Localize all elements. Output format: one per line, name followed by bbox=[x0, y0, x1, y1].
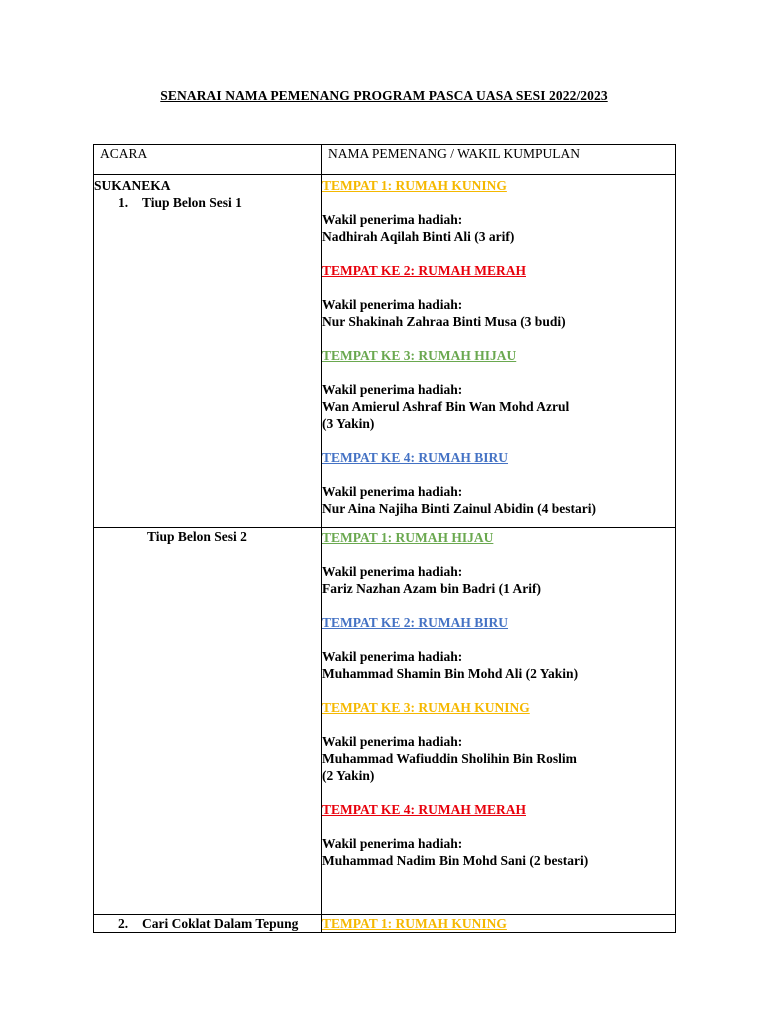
event-number: 1. bbox=[118, 195, 129, 210]
header-acara: ACARA bbox=[100, 146, 148, 161]
rep-name: Nadhirah Aqilah Binti Ali (3 arif) bbox=[322, 229, 515, 244]
winners-table bbox=[93, 144, 676, 933]
header-cell-acara bbox=[94, 145, 322, 175]
table-row bbox=[94, 915, 676, 933]
header-pemenang: NAMA PEMENANG / WAKIL KUMPULAN bbox=[328, 146, 581, 161]
event-line bbox=[94, 915, 321, 932]
rep-name: Muhammad Wafiuddin Sholihin Bin Roslim bbox=[322, 751, 577, 766]
rep-name: Fariz Nazhan Azam bin Badri (1 Arif) bbox=[322, 581, 541, 596]
rep-name-continued: (3 Yakin) bbox=[322, 416, 375, 431]
results-cell bbox=[322, 528, 676, 915]
header-cell-pemenang bbox=[322, 145, 676, 175]
place-label: TEMPAT KE 2: RUMAH BIRU bbox=[322, 615, 509, 630]
event-number: 2. bbox=[118, 916, 129, 931]
place-label: TEMPAT KE 4: RUMAH MERAH bbox=[322, 802, 526, 817]
event-cell bbox=[94, 528, 322, 915]
event-line bbox=[94, 194, 321, 211]
event-name: Cari Coklat Dalam Tepung bbox=[142, 916, 299, 931]
event-cell bbox=[94, 175, 322, 528]
rep-label: Wakil penerima hadiah: bbox=[322, 836, 463, 851]
table-header-row bbox=[94, 145, 676, 175]
rep-label: Wakil penerima hadiah: bbox=[322, 484, 463, 499]
table-row bbox=[94, 175, 676, 528]
rep-name-continued: (2 Yakin) bbox=[322, 768, 375, 783]
rep-name: Nur Aina Najiha Binti Zainul Abidin (4 bestari) bbox=[322, 501, 596, 516]
table-row bbox=[94, 528, 676, 915]
results-cell bbox=[322, 175, 676, 528]
section-label: SUKANEKA bbox=[94, 178, 171, 193]
place-label: TEMPAT KE 3: RUMAH KUNING bbox=[322, 700, 530, 715]
rep-name: Nur Shakinah Zahraa Binti Musa (3 budi) bbox=[322, 314, 566, 329]
rep-label: Wakil penerima hadiah: bbox=[322, 649, 463, 664]
place-label: TEMPAT KE 2: RUMAH MERAH bbox=[322, 263, 526, 278]
rep-label: Wakil penerima hadiah: bbox=[322, 297, 463, 312]
place-label: TEMPAT KE 3: RUMAH HIJAU bbox=[322, 348, 517, 363]
rep-name: Muhammad Shamin Bin Mohd Ali (2 Yakin) bbox=[322, 666, 579, 681]
results-cell bbox=[322, 915, 676, 933]
place-label: TEMPAT 1: RUMAH KUNING bbox=[322, 916, 507, 931]
rep-label: Wakil penerima hadiah: bbox=[322, 564, 463, 579]
document-title: SENARAI NAMA PEMENANG PROGRAM PASCA UASA SESI 2022/2023 bbox=[160, 88, 608, 103]
event-name: Tiup Belon Sesi 2 bbox=[147, 529, 247, 544]
rep-name: Wan Amierul Ashraf Bin Wan Mohd Azrul bbox=[322, 399, 570, 414]
place-label: TEMPAT KE 4: RUMAH BIRU bbox=[322, 450, 509, 465]
event-name: Tiup Belon Sesi 1 bbox=[142, 195, 242, 210]
event-cell bbox=[94, 915, 322, 933]
place-label: TEMPAT 1: RUMAH KUNING bbox=[322, 178, 507, 193]
rep-label: Wakil penerima hadiah: bbox=[322, 212, 463, 227]
rep-name: Muhammad Nadim Bin Mohd Sani (2 bestari) bbox=[322, 853, 589, 868]
rep-label: Wakil penerima hadiah: bbox=[322, 382, 463, 397]
place-label: TEMPAT 1: RUMAH HIJAU bbox=[322, 530, 494, 545]
rep-label: Wakil penerima hadiah: bbox=[322, 734, 463, 749]
